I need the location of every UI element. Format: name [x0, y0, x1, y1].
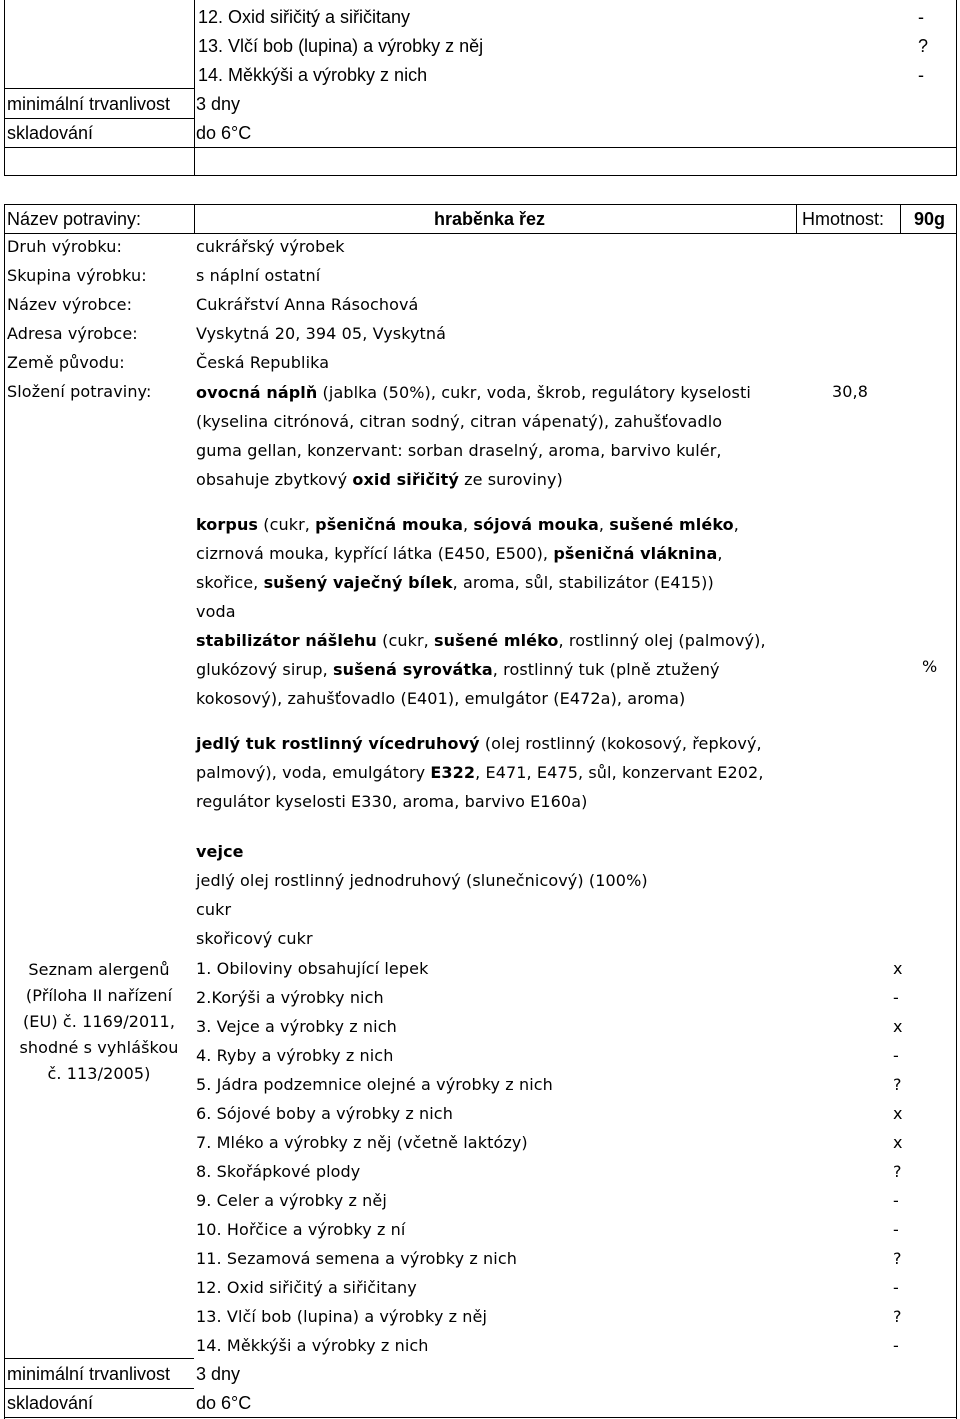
- rest-paragraph: [196, 837, 816, 953]
- allergen-label: 3. Vejce a výrobky z nich: [196, 1017, 397, 1036]
- allergen-label: 14. Měkkýši a výrobky z nich: [198, 65, 428, 85]
- allergen-mark: ?: [893, 1162, 902, 1181]
- allergen-mark: -: [893, 1278, 899, 1297]
- border: [796, 204, 797, 233]
- allergen-label: 2.Korýši a výrobky nich: [196, 988, 384, 1007]
- allergen-label: 10. Hořčice a výrobky z ní: [196, 1220, 406, 1239]
- composition-run: cizrnová mouka, kypřící látka (E450, E500),: [196, 544, 554, 563]
- composition-run-bold: sušená syrovátka: [332, 660, 493, 679]
- storage-value: do 6°C: [196, 1393, 252, 1413]
- composition-line: [196, 436, 816, 465]
- composition-run: ,: [598, 515, 610, 534]
- composition-line: [196, 787, 816, 816]
- border: [956, 0, 957, 176]
- producer-label: Název výrobce:: [7, 295, 133, 314]
- composition-line: [196, 626, 816, 655]
- korpus-paragraph: [196, 510, 816, 713]
- composition-line: [196, 729, 816, 758]
- allergen-section-label-line: č. 113/2005): [47, 1064, 151, 1083]
- composition-run: ze suroviny): [458, 470, 563, 489]
- allergen-mark: x: [893, 1017, 903, 1036]
- filling-paragraph: [196, 378, 816, 494]
- allergen-label: 11. Sezamová semena a výrobky z nich: [196, 1249, 517, 1268]
- address-value: Vyskytná 20, 394 05, Vyskytná: [196, 324, 447, 343]
- allergen-mark: ?: [893, 1075, 902, 1094]
- composition-run: guma gellan, konzervant: sorban draselný, aroma, barvivo kulér,: [196, 441, 722, 460]
- border: [194, 204, 195, 233]
- border: [4, 147, 956, 148]
- allergen-label: 9. Celer a výrobky z něj: [196, 1191, 387, 1210]
- allergen-mark: ?: [893, 1249, 902, 1268]
- product-name: hraběnka řez: [434, 209, 546, 229]
- storage-label: skladování: [7, 123, 94, 143]
- composition-line: [196, 378, 816, 407]
- group-label: Skupina výrobku:: [7, 266, 147, 285]
- allergen-label: 6. Sójové boby a výrobky z nich: [196, 1104, 453, 1123]
- composition-line: [196, 895, 816, 924]
- allergen-label: 14. Měkkýši a výrobky z nich: [196, 1336, 429, 1355]
- composition-run: cukr: [196, 900, 232, 919]
- allergen-label: 5. Jádra podzemnice olejné a výrobky z nich: [196, 1075, 553, 1094]
- border: [900, 204, 901, 233]
- composition-run: ,: [717, 544, 723, 563]
- allergen-mark: -: [918, 65, 924, 85]
- composition-run-bold: pšeničná mouka: [315, 515, 463, 534]
- composition-run: regulátor kyselosti E330, aroma, barvivo E160a): [196, 792, 588, 811]
- composition-line: [196, 837, 816, 866]
- composition-run-bold: sušený vaječný bílek: [263, 573, 453, 592]
- composition-run: jedlý olej rostlinný jednodruhový (slunečnicový) (100%): [196, 871, 648, 890]
- allergen-label: 12. Oxid siřičitý a siřičitany: [196, 1278, 417, 1297]
- allergen-mark: -: [893, 988, 899, 1007]
- border: [4, 88, 194, 89]
- allergen-mark: -: [893, 1336, 899, 1355]
- composition-run: (cukr,: [376, 631, 435, 650]
- group-value: s náplní ostatní: [196, 266, 321, 285]
- allergen-section-label-line: shodné s vyhláškou: [19, 1038, 179, 1057]
- producer-value: Cukrářství Anna Rásochová: [196, 295, 419, 314]
- composition-line: [196, 407, 816, 436]
- border: [194, 0, 195, 176]
- allergen-mark: x: [893, 1133, 903, 1152]
- allergen-label: 8. Skořápkové plody: [196, 1162, 361, 1181]
- origin-label: Země původu:: [7, 353, 125, 372]
- composition-line: [196, 866, 816, 895]
- composition-run: (kyselina citrónová, citran sodný, citran vápenatý), zahušťovadlo: [196, 412, 723, 431]
- border: [4, 233, 956, 234]
- allergen-section-label-line: Seznam alergenů: [28, 960, 170, 979]
- composition-line: [196, 510, 816, 539]
- border: [4, 204, 5, 1419]
- composition-line: [196, 568, 816, 597]
- shelf-life-label: minimální trvanlivost: [7, 1364, 171, 1384]
- composition-run: (olej rostlinný (kokosový, řepkový,: [479, 734, 762, 753]
- allergen-label: 7. Mléko a výrobky z něj (včetně laktózy): [196, 1133, 528, 1152]
- composition-run-bold: E322: [430, 763, 476, 782]
- composition-run: ,: [733, 515, 739, 534]
- composition-run: obsahuje zbytkový: [196, 470, 353, 489]
- allergen-label: 4. Ryby a výrobky z nich: [196, 1046, 394, 1065]
- composition-run-bold: jedlý tuk rostlinný vícedruhový: [196, 734, 480, 753]
- border: [956, 204, 957, 1419]
- storage-value: do 6°C: [196, 123, 252, 143]
- composition-run: , rostlinný tuk (plně ztužený: [492, 660, 720, 679]
- allergen-mark: ?: [893, 1307, 902, 1326]
- border: [4, 1358, 194, 1359]
- allergen-mark: -: [893, 1046, 899, 1065]
- composition-line: [196, 684, 816, 713]
- origin-value: Česká Republika: [196, 353, 330, 372]
- composition-run-bold: sušené mléko: [609, 515, 734, 534]
- fat-paragraph: [196, 729, 816, 816]
- border: [4, 175, 956, 176]
- allergen-mark: x: [893, 959, 903, 978]
- composition-run: voda: [196, 602, 236, 621]
- composition-run-bold: vejce: [196, 842, 244, 861]
- border: [4, 1417, 956, 1418]
- composition-line: [196, 465, 816, 494]
- composition-run: , aroma, sůl, stabilizátor (E415)): [452, 573, 714, 592]
- composition-run-bold: sušené mléko: [434, 631, 559, 650]
- composition-run: palmový), voda, emulgátory: [196, 763, 431, 782]
- allergen-label: 12. Oxid siřičitý a siřičitany: [198, 7, 411, 27]
- border: [4, 204, 956, 205]
- composition-line: [196, 597, 816, 626]
- allergen-mark: x: [893, 1104, 903, 1123]
- shelf-life-value: 3 dny: [196, 94, 241, 114]
- composition-run: skořicový cukr: [196, 929, 313, 948]
- composition-run: skořice,: [196, 573, 264, 592]
- allergen-mark: ?: [918, 36, 929, 56]
- composition-run: glukózový sirup,: [196, 660, 333, 679]
- allergen-mark: -: [893, 1220, 899, 1239]
- composition-run-bold: sójová mouka: [473, 515, 599, 534]
- composition-run-bold: korpus: [196, 515, 259, 534]
- allergen-label: 13. Vlčí bob (lupina) a výrobky z něj: [196, 1307, 488, 1326]
- shelf-life-label: minimální trvanlivost: [7, 94, 171, 114]
- composition-run: ,: [463, 515, 474, 534]
- composition-run: (cukr,: [258, 515, 316, 534]
- type-label: Druh výrobku:: [7, 237, 122, 256]
- allergen-label: 1. Obiloviny obsahující lepek: [196, 959, 429, 978]
- allergen-section-label: [4, 957, 194, 1087]
- shelf-life-value: 3 dny: [196, 1364, 241, 1384]
- composition-run-bold: pšeničná vláknina: [553, 544, 718, 563]
- storage-label: skladování: [7, 1393, 94, 1413]
- allergen-mark: -: [893, 1191, 899, 1210]
- share-value: 30,8: [832, 382, 869, 401]
- product-name-label: Název potraviny:: [7, 209, 142, 229]
- composition-run: (jablka (50%), cukr, voda, škrob, regulátory kyselosti: [317, 383, 751, 402]
- address-label: Adresa výrobce:: [7, 324, 138, 343]
- allergen-section-label-line: (Příloha II nařízení: [25, 986, 173, 1005]
- weight-value: 90g: [914, 209, 946, 229]
- type-value: cukrářský výrobek: [196, 237, 345, 256]
- composition-line: [196, 924, 816, 953]
- composition-line: [196, 655, 816, 684]
- composition-run: , rostlinný olej (palmový),: [558, 631, 766, 650]
- border: [4, 1388, 194, 1389]
- allergen-section-label-line: (EU) č. 1169/2011,: [22, 1012, 176, 1031]
- percent-sign: %: [922, 657, 938, 676]
- weight-label: Hmotnost:: [802, 209, 885, 229]
- composition-run-bold: stabilizátor nášlehu: [196, 631, 377, 650]
- composition-run-bold: oxid siřičitý: [352, 470, 459, 489]
- allergen-mark: -: [918, 7, 924, 27]
- composition-run: kokosový), zahušťovadlo (E401), emulgátor (E472a), aroma): [196, 689, 686, 708]
- composition-label: Složení potraviny:: [7, 382, 152, 401]
- composition-run: , E471, E475, sůl, konzervant E202,: [475, 763, 764, 782]
- composition-run-bold: ovocná náplň: [196, 383, 318, 402]
- border: [4, 118, 194, 119]
- allergen-label: 13. Vlčí bob (lupina) a výrobky z něj: [198, 36, 484, 56]
- composition-line: [196, 758, 816, 787]
- composition-line: [196, 539, 816, 568]
